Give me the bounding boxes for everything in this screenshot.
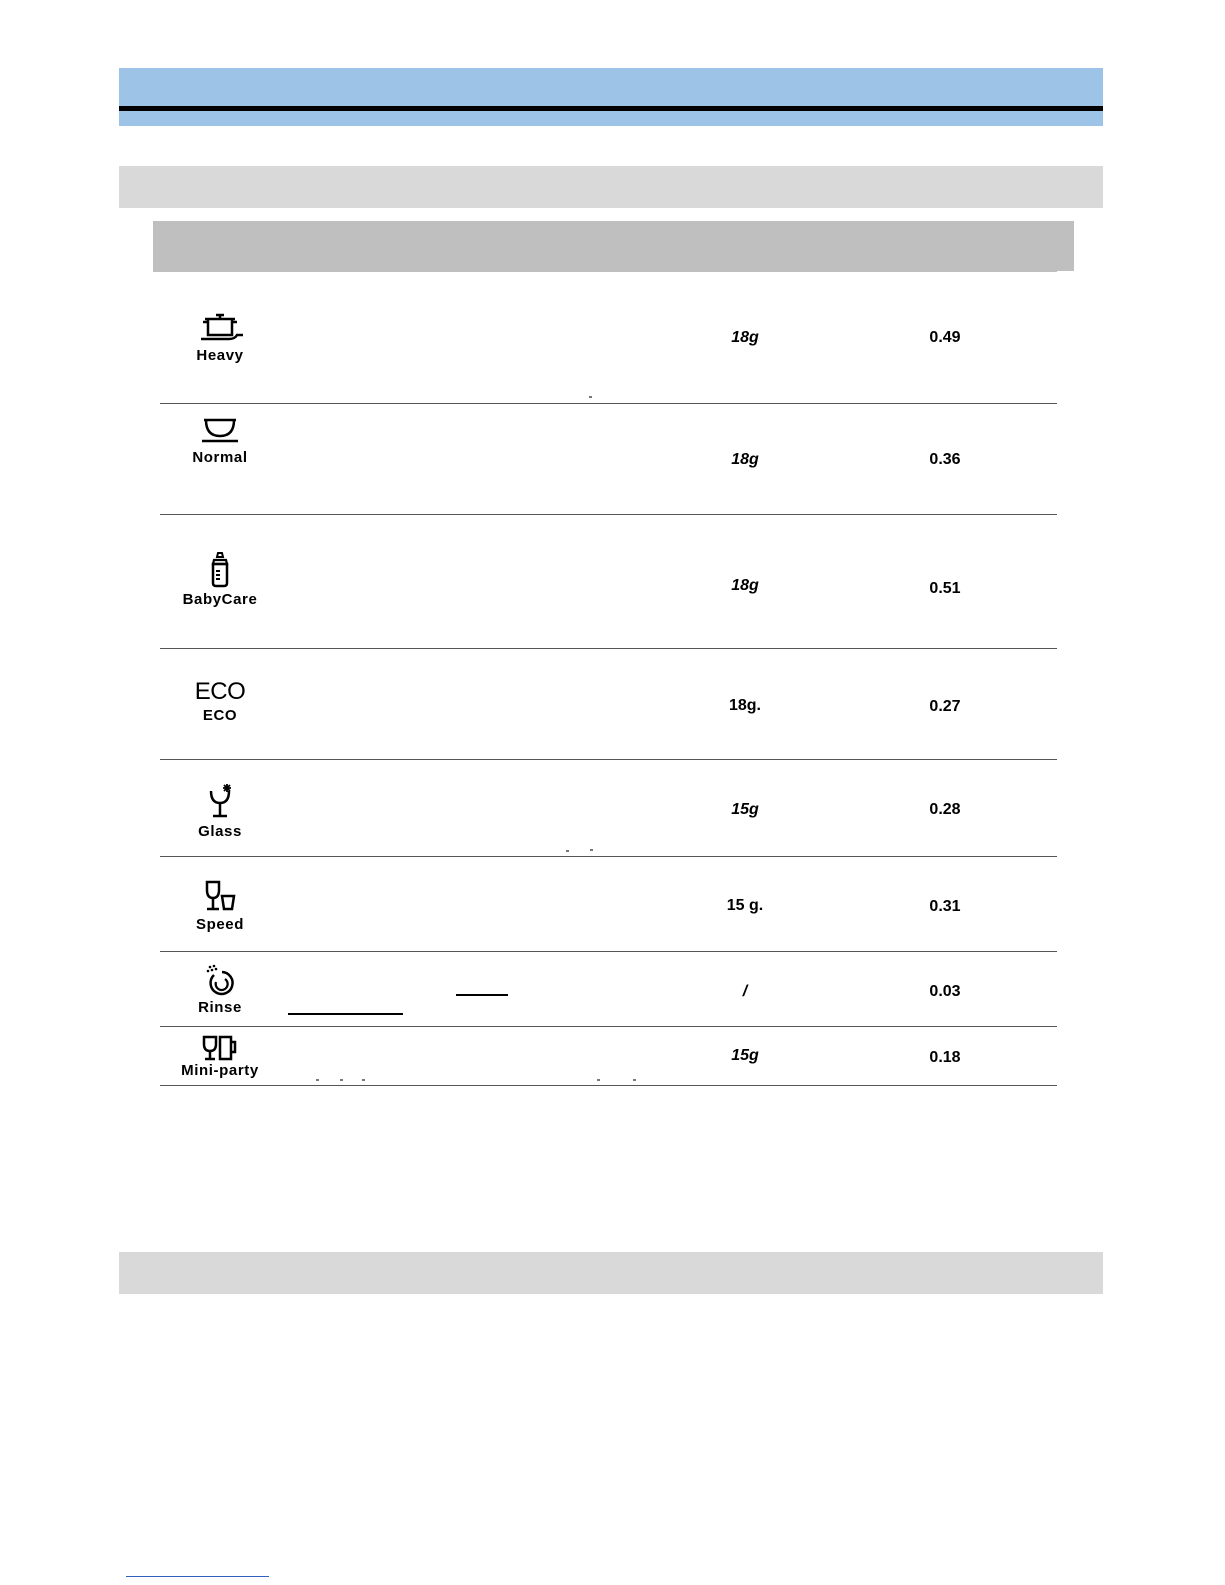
detergent-value: 18g	[731, 451, 759, 468]
program-label: Rinse	[198, 999, 242, 1016]
row-divider	[160, 403, 1057, 404]
energy-value: 0.28	[929, 801, 961, 818]
section-bar-top	[119, 166, 1103, 208]
energy-value: 0.18	[929, 1049, 961, 1066]
program-label: Mini-party	[181, 1062, 259, 1079]
row-divider	[160, 514, 1057, 515]
program-normal	[170, 413, 270, 466]
program-label: Heavy	[196, 347, 244, 364]
energy-value: 0.03	[929, 983, 961, 1000]
energy-value: 0.27	[929, 698, 961, 715]
rinse-icon	[195, 963, 245, 997]
scan-mark	[590, 849, 593, 851]
section-bar-bottom	[119, 1252, 1103, 1294]
table-header	[153, 221, 1074, 271]
row-divider	[160, 1026, 1057, 1027]
row-divider	[160, 648, 1057, 649]
row-divider	[160, 951, 1057, 952]
detergent-value: 18g	[731, 577, 759, 594]
energy-value: 0.51	[929, 580, 961, 597]
underline-mark	[456, 994, 508, 996]
scan-mark	[340, 1079, 343, 1081]
program-heavy	[170, 311, 270, 364]
detergent-value: 18g	[731, 329, 759, 346]
energy-value: 0.36	[929, 451, 961, 468]
glass-mug-icon	[195, 1035, 245, 1061]
header-rule	[119, 106, 1103, 111]
detergent-value: 15 g.	[726, 897, 764, 914]
program-mini-party	[170, 1035, 270, 1079]
program-label: Normal	[192, 449, 248, 466]
detergent-value: 18g.	[728, 697, 761, 714]
row-divider	[160, 856, 1057, 857]
program-label: BabyCare	[182, 591, 258, 608]
program-babycare	[170, 551, 270, 608]
program-rinse	[170, 963, 270, 1016]
energy-value: 0.49	[929, 329, 961, 346]
pot-icon	[195, 311, 245, 345]
glass-cup-icon	[195, 880, 245, 914]
program-label: Speed	[195, 916, 244, 933]
scan-mark	[566, 850, 569, 852]
eco-icon: ECO	[194, 678, 246, 705]
program-label: Glass	[198, 823, 242, 840]
glass-sparkle-icon	[195, 783, 245, 821]
scan-mark	[633, 1079, 636, 1081]
scan-mark	[362, 1079, 365, 1081]
program-speed	[170, 880, 270, 933]
detergent-value: 15g	[731, 801, 759, 818]
detergent-value: 15g	[731, 1047, 759, 1064]
scan-mark	[316, 1079, 319, 1081]
detergent-value: /	[742, 983, 748, 1000]
header-band	[119, 68, 1103, 126]
underline-mark	[288, 1013, 403, 1015]
row-divider	[160, 759, 1057, 760]
scan-mark	[597, 1079, 600, 1081]
baby-bottle-icon	[195, 551, 245, 589]
footer-link[interactable]	[126, 1576, 269, 1577]
row-divider	[160, 1085, 1057, 1086]
energy-value: 0.31	[929, 898, 961, 915]
program-eco	[170, 679, 270, 724]
bowl-icon	[195, 413, 245, 447]
program-glass	[170, 783, 270, 840]
table-top-line	[153, 271, 1057, 272]
scan-mark	[589, 396, 592, 398]
program-label: ECO	[202, 707, 238, 724]
